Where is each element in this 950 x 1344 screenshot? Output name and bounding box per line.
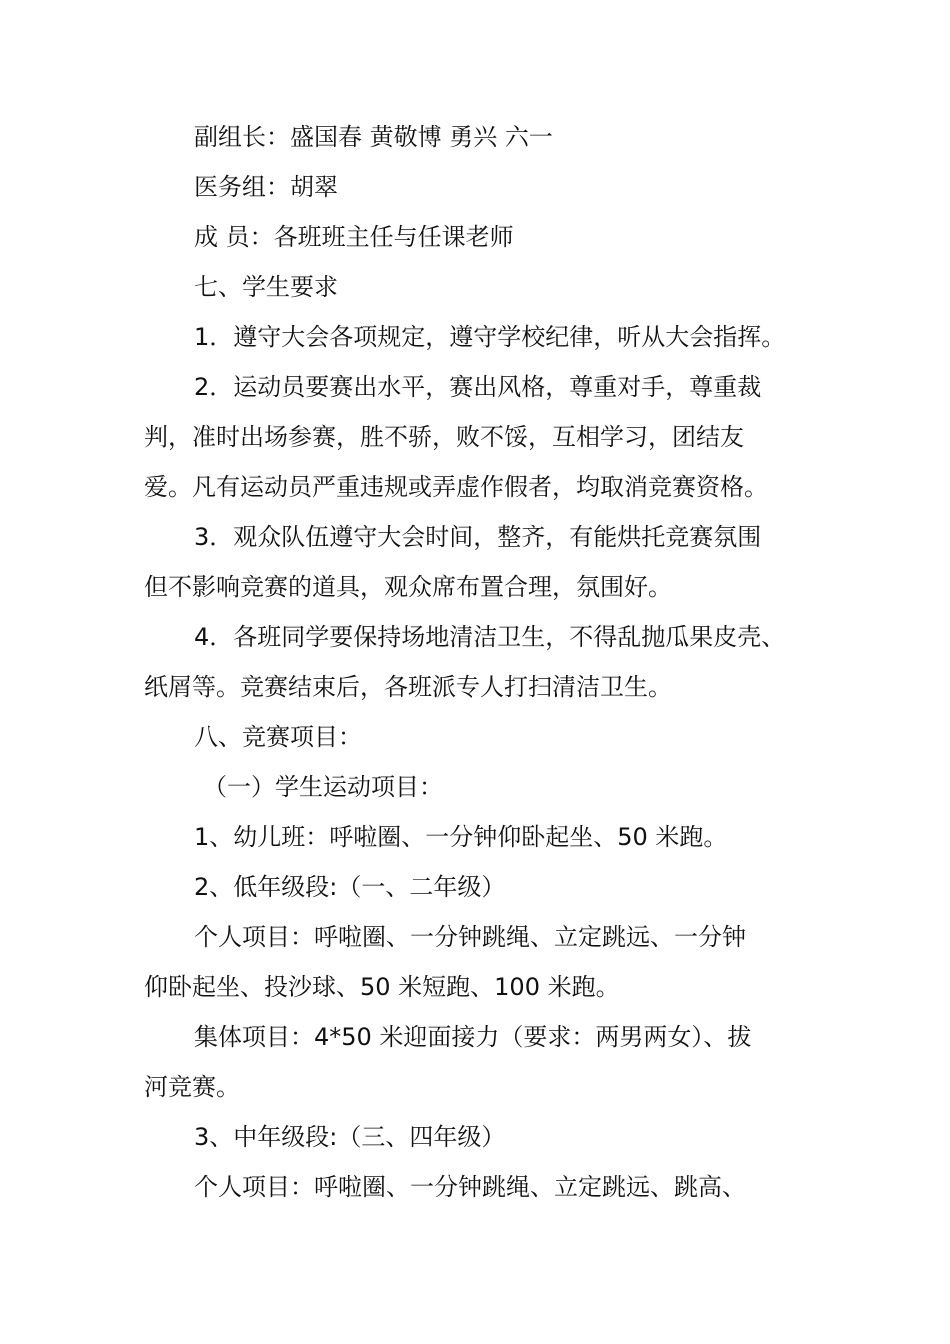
text-line: 爱。凡有运动员严重违规或弄虚作假者，均取消竞赛资格。 <box>144 473 768 501</box>
text-line: 副组长：盛国春 黄敬博 勇兴 六一 <box>194 123 553 151</box>
text-line: 医务组：胡翠 <box>194 173 338 201</box>
text-line: 1．遵守大会各项规定，遵守学校纪律，听从大会指挥。 <box>194 323 786 351</box>
text-line: 个人项目：呼啦圈、一分钟跳绳、立定跳远、一分钟 <box>194 923 746 951</box>
text-line: 3、中年级段:（三、四年级） <box>194 1123 506 1151</box>
section-heading: 七、学生要求 <box>194 273 338 301</box>
text-line: 集体项目：4*50 米迎面接力（要求：两男两女）、拔 <box>194 1023 752 1051</box>
text-line: 2、低年级段:（一、二年级） <box>194 873 506 901</box>
text-line: 河竞赛。 <box>144 1073 240 1101</box>
text-line: 判，准时出场参赛，胜不骄，败不馁，互相学习，团结友 <box>144 423 744 451</box>
text-line: 4．各班同学要保持场地清洁卫生，不得乱抛瓜果皮壳、 <box>194 623 786 651</box>
text-line: 个人项目：呼啦圈、一分钟跳绳、立定跳远、跳高、 <box>194 1173 746 1201</box>
text-line: 1、幼儿班：呼啦圈、一分钟仰卧起坐、50 米跑。 <box>194 823 728 851</box>
text-line: 但不影响竞赛的道具，观众席布置合理，氛围好。 <box>144 573 672 601</box>
text-line: 纸屑等。竞赛结束后，各班派专人打扫清洁卫生。 <box>144 673 672 701</box>
section-heading: 八、竞赛项目： <box>194 723 362 751</box>
text-line: 成 员：各班班主任与任课老师 <box>194 223 514 251</box>
subsection-heading: （一）学生运动项目： <box>203 773 443 801</box>
text-line: 仰卧起坐、投沙球、50 米短跑、100 米跑。 <box>144 973 620 1001</box>
text-line: 2．运动员要赛出水平，赛出风格，尊重对手，尊重裁 <box>194 373 762 401</box>
text-line: 3．观众队伍遵守大会时间，整齐，有能烘托竞赛氛围 <box>194 523 762 551</box>
